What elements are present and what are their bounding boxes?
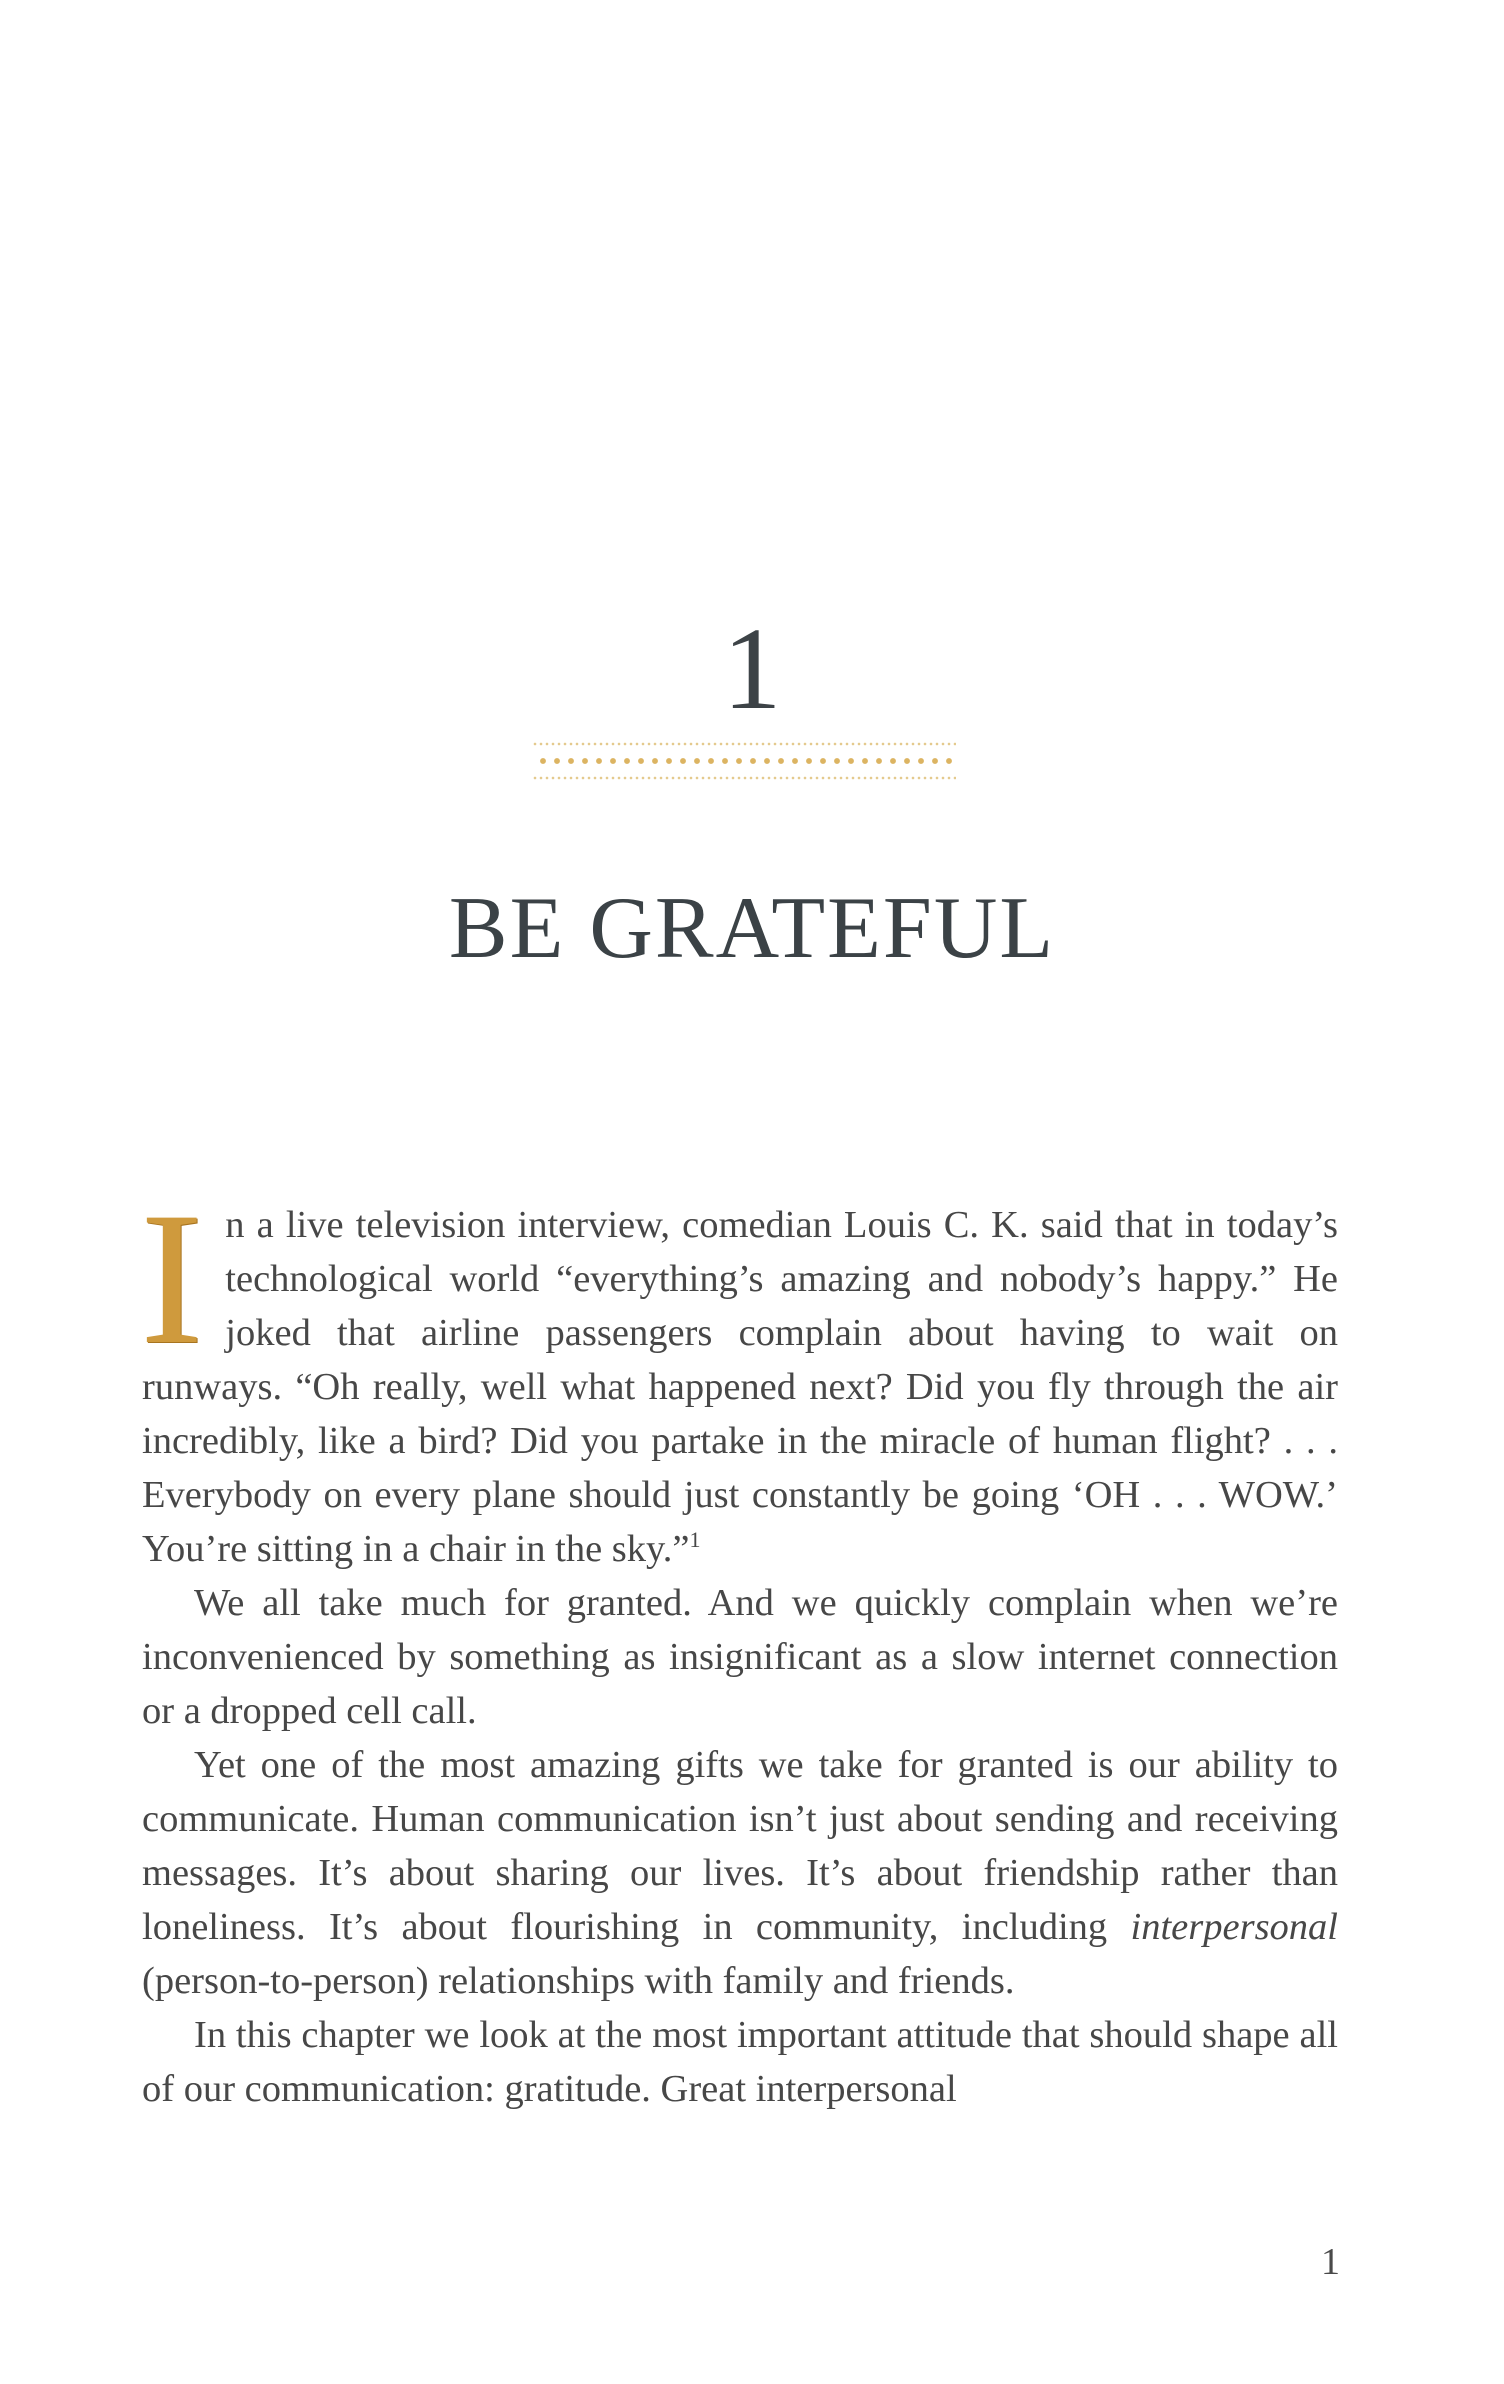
chapter-ornament-divider — [532, 742, 956, 782]
ornament-dotted-line-main — [536, 756, 954, 766]
chapter-number: 1 — [722, 603, 782, 734]
paragraph-2: We all take much for granted. And we quickly complain when we’re inconvenienced by something as insignificant as a slow internet connection or a dropped cell call. — [142, 1582, 1338, 1732]
page-number: 1 — [1321, 2241, 1340, 2283]
paragraph-3-text-before: Yet one of the most amazing gifts we take for granted is our ability to communicate. Human communication isn’t just about sending and receiving messages. It’s about sharing our lives. It’s about friendship rather than loneliness. It’s about flourishing in community, including — [142, 1744, 1338, 1948]
body-text — [140, 1174, 1338, 2116]
paragraph-3-text-after: (person-to-person) relationships with family and friends. — [142, 1960, 1015, 2002]
drop-cap: I — [140, 1174, 204, 1384]
ornament-dotted-line-bottom — [532, 776, 956, 780]
footnote-marker: 1 — [689, 1527, 701, 1552]
paragraph-1 — [140, 1174, 1338, 1576]
paragraph-3 — [142, 1738, 1338, 2008]
paragraph-4: In this chapter we look at the most important attitude that should shape all of our communication: gratitude. Great interpersonal — [142, 2014, 1338, 2110]
paragraph-1-text: n a live television interview, comedian Louis C. K. said that in today’s technological world “everything’s amazing and nobody’s happy.” He joked that airline passengers complain about having to wait on runways. “Oh really, well what happened next? Did you fly through the air incredibly, like a bird? Did you partake in the miracle of human flight? . . . Everybody on every plane should just constantly be going ‘OH . . . WOW.’ You’re sitting in a chair in the sky.” — [142, 1204, 1338, 1570]
ornament-dotted-line-top — [532, 742, 956, 746]
chapter-title: BE GRATEFUL — [448, 880, 1056, 977]
emphasis-interpersonal: interpersonal — [1130, 1906, 1338, 1948]
